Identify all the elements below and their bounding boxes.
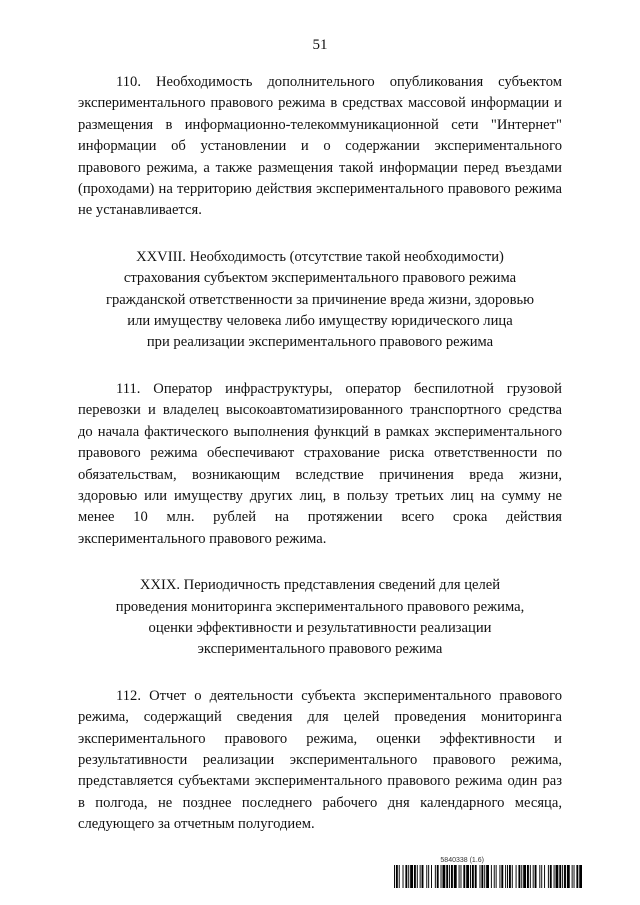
- paragraph-110: 110. Необходимость дополнительного опубликования субъектом экспериментального правового режима в средствах массовой информации и размещения в информационно-телекоммуникационной сети "Интернет" информации об установлении и о содержании экспериментального правового режима, а также размещения такой информации перед въездами (проходами) на территорию действия экспериментального правового режима не устанавливается.: [78, 74, 562, 219]
- paragraph-112: 112. Отчет о деятельности субъекта экспериментального правового режима, содержащий сведения для целей проведения мониторинга экспериментального правового режима, оценки эффективности и результативности реализации экспериментального правового режима, представляется субъектами экспериментального правового режима один раз в полгода, не позднее последнего рабочего дня календарного месяца, следующего за отчетным полугодием.: [78, 687, 562, 833]
- paragraph-111: 111. Оператор инфраструктуры, оператор беспилотной грузовой перевозки и владелец высокоавтоматизированного транспортного средства до начала фактического выполнения функций в рамках экспериментального правового режима обеспечивают страхование риска ответственности по обязательствам, возникающим вследствие причинения вреда жизни, здоровью или имуществу других лиц, в пользу третьих лиц на сумму не менее 10 млн. рублей на протяжении всего срока действия экспериментального правового режима.: [78, 380, 562, 547]
- section-heading-xxix: XXIX. Периодичность представления сведений для целей проведения мониторинга экспериментального правового режима, оценки эффективности и результативности реализации экспериментального правового режима: [115, 577, 525, 658]
- section-heading-xxviii: XXVIII. Необходимость (отсутствие такой необходимости) страхования субъектом экспериментального правового режима гражданской ответственности за причинение вреда жизни, здоровью или имуществу человека либо имуществу юридического лица при реализации экспериментального правового режима: [105, 248, 535, 351]
- page-number: 51: [312, 37, 328, 53]
- barcode-code-label: 5840338 (1.6): [440, 857, 484, 864]
- barcode-icon: [394, 865, 582, 888]
- document-body: [78, 72, 562, 836]
- document-barcode: [394, 856, 582, 888]
